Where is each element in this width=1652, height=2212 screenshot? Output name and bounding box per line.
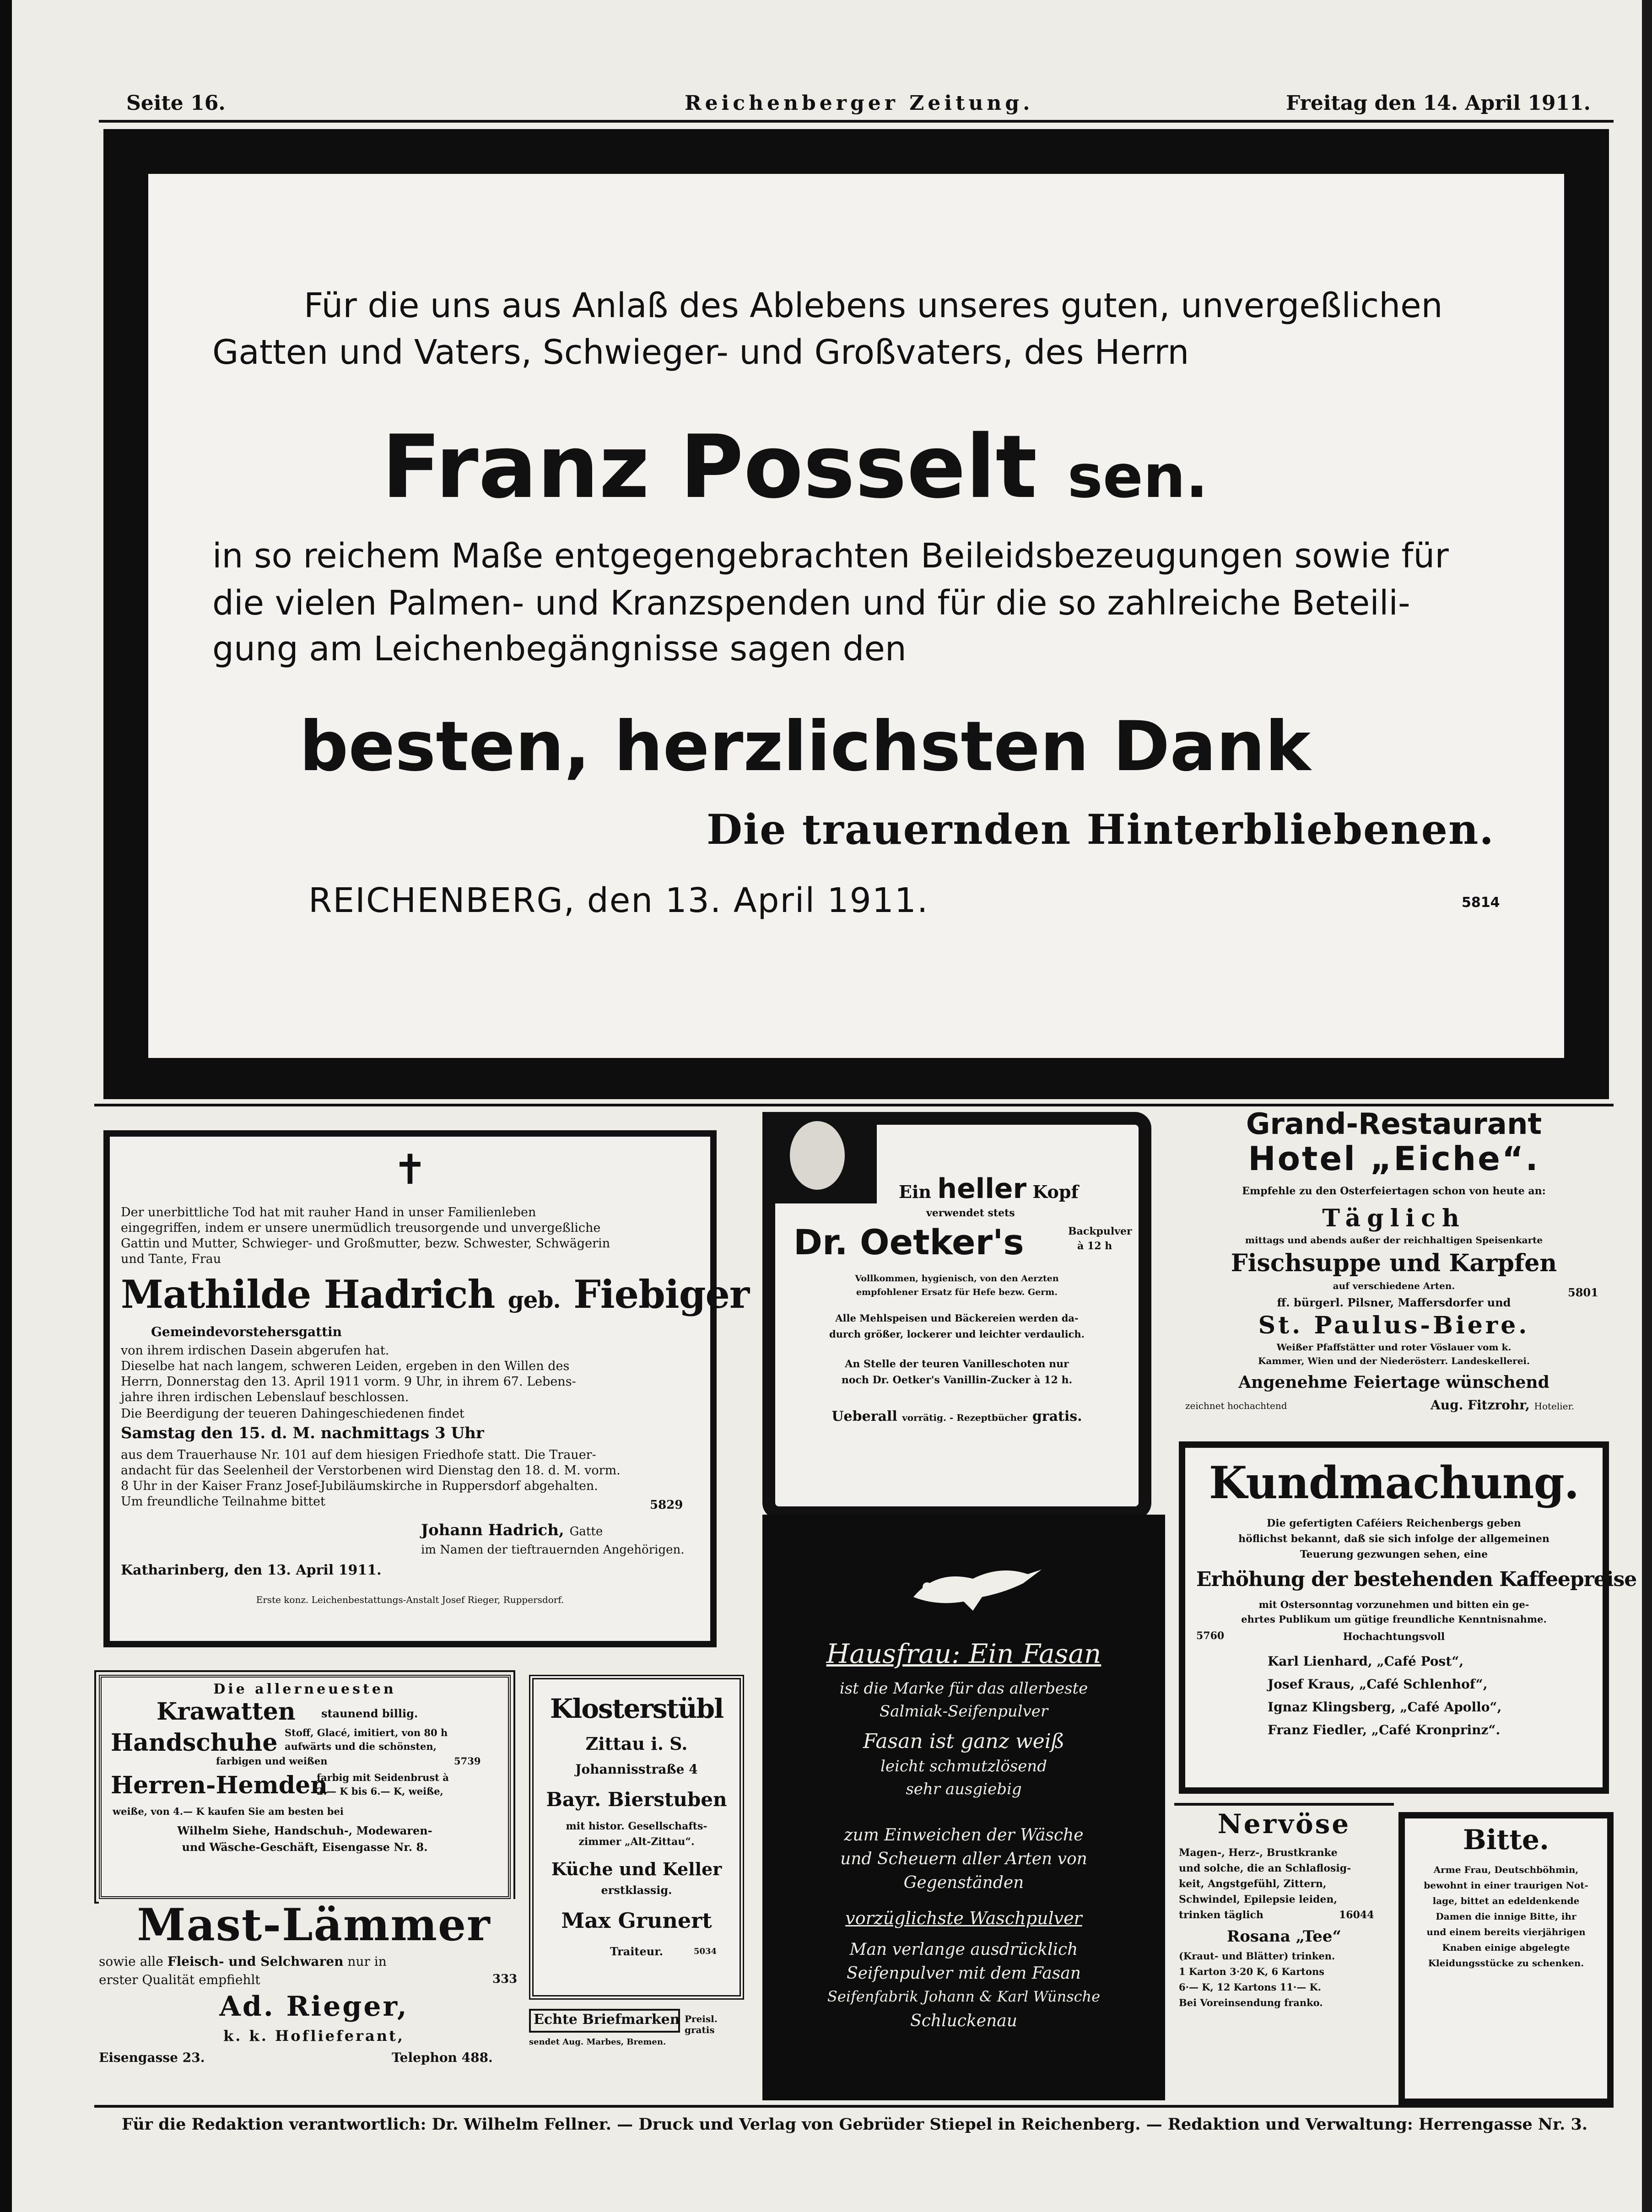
- kloster-owner: Max Grunert: [561, 1908, 712, 1933]
- restaurant-owner-line: [1431, 1397, 1603, 1413]
- cross-icon: ✝: [393, 1146, 427, 1194]
- fasan-line-3: Fasan ist ganz weiß: [863, 1730, 1065, 1753]
- notice-body-3: gung am Leichenbegängnisse sagen den: [212, 629, 907, 669]
- oetker-ein: Ein: [899, 1182, 932, 1202]
- fasan-line-11: Seifenpulver mit dem Fasan: [847, 1964, 1081, 1983]
- restaurant-ad-number: 5801: [1568, 1286, 1598, 1299]
- fasan-line-8: Gegenständen: [903, 1873, 1024, 1892]
- notice-signature: Die trauernden Hinterbliebenen.: [707, 805, 1495, 854]
- kundmachung-line-3: Teuerung gezwungen sehen, eine: [1300, 1548, 1488, 1560]
- kundmachung-line-2: höflichst bekannt, daß sie sich infolge der allgemeinen: [1238, 1533, 1549, 1545]
- hadrich-signer-role: Gatte: [569, 1525, 603, 1538]
- hadrich-text-10: aus dem Trauerhause Nr. 101 auf dem hiesigen Friedhofe statt. Die Trauer-: [121, 1448, 596, 1462]
- bitte-line-5: und einem bereits vierjährigen: [1426, 1926, 1586, 1937]
- bitte-line-4: Damen die innige Bitte, ihr: [1436, 1911, 1576, 1922]
- bitte-line-1: Arme Frau, Deutschböhmin,: [1433, 1864, 1579, 1875]
- briefmarken-advertisement: [529, 2009, 744, 2100]
- nervoese-line-1: Magen-, Herz-, Brustkranke: [1179, 1847, 1338, 1859]
- hadrich-text-7: Herrn, Donnerstag den 13. April 1911 vorm. 9 Uhr, in ihrem 67. Lebens-: [121, 1375, 576, 1389]
- notice-intro-1: Für die uns aus Anlaß des Ablebens unseres guten, unvergeßlichen: [304, 286, 1443, 325]
- kundmachung-line-4: mit Ostersonntag vorzunehmen und bitten ein ge-: [1258, 1599, 1529, 1610]
- deceased-name-suffix: sen.: [1067, 442, 1208, 511]
- krawatten-item-1: Krawatten: [157, 1698, 296, 1726]
- fasan-line-6: zum Einweichen der Wäsche: [844, 1826, 1084, 1845]
- mast-line-1-c: nur in: [347, 1954, 387, 1969]
- hadrich-signer-line: [421, 1521, 699, 1539]
- fasan-line-5: sehr ausgiebig: [906, 1780, 1022, 1798]
- restaurant-title-2: Hotel „Eiche“.: [1248, 1139, 1540, 1178]
- restaurant-owner-role: Hotelier.: [1534, 1401, 1575, 1412]
- footer-rule: [94, 2105, 1614, 2108]
- bitte-advertisement: [1398, 1812, 1614, 2105]
- restaurant-greeting: Angenehme Feiertage wünschend: [1238, 1373, 1549, 1392]
- kloster-kitchen: Küche und Keller: [551, 1859, 722, 1879]
- notice-panel: [148, 174, 1564, 1058]
- nervoese-line-6: (Kraut- und Blätter) trinken.: [1179, 1950, 1335, 1962]
- notice-place-date: REICHENBERG, den 13. April 1911.: [308, 881, 929, 920]
- krawatten-shop-1: Wilhelm Siehe, Handschuh-, Modewaren-: [177, 1824, 432, 1837]
- posselt-mourning-notice: [103, 129, 1609, 1099]
- hadrich-text-4: und Tante, Frau: [121, 1252, 221, 1266]
- restaurant-specialty: Fischsuppe und Karpfen: [1231, 1249, 1557, 1277]
- krawatten-item-2-c: farbigen und weißen: [216, 1755, 328, 1767]
- nervoese-line-2: und solche, die an Schlaflosig-: [1179, 1862, 1351, 1874]
- nervoese-line-3: keit, Angstgefühl, Zittern,: [1179, 1878, 1327, 1890]
- notice-body-1: in so reichem Maße entgegengebrachten Beileidsbezeugungen sowie für: [212, 536, 1449, 576]
- section-rule: [94, 1104, 1614, 1106]
- hadrich-text-2: eingegriffen, indem er unsere unermüdlich treusorgende und unvergeßliche: [121, 1221, 601, 1235]
- hadrich-geb: geb.: [507, 1286, 561, 1313]
- hadrich-text-12: 8 Uhr in der Kaiser Franz Josef-Jubiläumskirche in Ruppersdorf abgehalten.: [121, 1479, 598, 1493]
- bitte-line-2: bewohnt in einer traurigen Not-: [1424, 1880, 1588, 1891]
- notice-thanks: besten, herzlichsten Dank: [299, 707, 1311, 787]
- krawatten-item-3-b: 2.— K bis 6.— K, weiße,: [317, 1786, 443, 1797]
- hadrich-text-11: andacht für das Seelenheil der Verstorbenen wird Dienstag den 18. d. M. vorm.: [121, 1463, 621, 1478]
- mast-ad-number: 333: [492, 1972, 518, 1986]
- hadrich-ad-number: 5829: [650, 1498, 683, 1512]
- mast-line-2: erster Qualität empfiehlt: [99, 1972, 260, 1987]
- klosterstuebl-advertisement: [529, 1675, 744, 2000]
- oetker-footer: [786, 1408, 1128, 1424]
- hotel-eiche-advertisement: [1174, 1107, 1614, 1437]
- fasan-line-1: ist die Marke für das allerbeste: [839, 1679, 1088, 1698]
- bitte-line-6: Knaben einige abgelegte: [1442, 1942, 1570, 1953]
- notice-intro-2: Gatten und Vaters, Schwieger- und Großvaters, des Herrn: [212, 333, 1189, 372]
- oetker-brand: Dr. Oetker's: [794, 1222, 1024, 1262]
- nervoese-line-9: Bei Voreinsendung franko.: [1179, 1997, 1323, 2008]
- oetker-line-2: empfohlener Ersatz für Hefe bezw. Germ.: [856, 1287, 1058, 1297]
- nervoese-product: Rosana „Tee“: [1226, 1927, 1342, 1946]
- oetker-price: à 12 h: [1077, 1240, 1112, 1252]
- hadrich-obituary: [103, 1130, 750, 1647]
- krawatten-ad-number: 5739: [454, 1755, 481, 1767]
- portrait-image: [762, 1112, 877, 1203]
- briefmarken-title: Echte Briefmarken: [534, 2012, 680, 2028]
- restaurant-line-3: auf verschiedene Arten.: [1333, 1280, 1455, 1291]
- restaurant-beer: St. Paulus-Biere.: [1258, 1311, 1530, 1339]
- fasan-line-13: Schluckenau: [910, 2012, 1017, 2030]
- masthead: Reichenberger Zeitung.: [685, 92, 1034, 115]
- kloster-line-2: zimmer „Alt-Zittau“.: [578, 1836, 695, 1848]
- running-head: [126, 92, 1591, 119]
- kloster-owner-role: Traiteur.: [610, 1945, 664, 1958]
- hadrich-maiden-name: Fiebiger: [573, 1272, 750, 1317]
- nervoese-advertisement: [1174, 1803, 1394, 2100]
- nervoese-line-4: [1179, 1894, 1383, 1905]
- mast-owner: Ad. Rieger,: [219, 1991, 409, 2023]
- oetker-footer-2: vorrätig. - Rezeptbücher: [902, 1412, 1028, 1423]
- restaurant-owner: Aug. Fitzrohr,: [1431, 1397, 1530, 1413]
- briefmarken-footer: sendet Aug. Marbes, Bremen.: [529, 2037, 666, 2047]
- nervoese-line-4-b: leiden,: [1299, 1894, 1338, 1905]
- hadrich-text-13: Um freundliche Teilnahme bittet: [121, 1494, 325, 1509]
- oetker-heller: heller: [937, 1173, 1027, 1205]
- mast-owner-role: k. k. Hoflieferant,: [223, 2027, 405, 2045]
- fasan-headline: Hausfrau: Ein Fasan: [826, 1638, 1101, 1669]
- nervoese-line-8: 6·— K, 12 Kartons 11·— K.: [1179, 1981, 1322, 1993]
- oetker-line-3: Alle Mehlspeisen und Bäckereien werden da-: [835, 1312, 1079, 1324]
- kloster-street: Johannisstraße 4: [575, 1762, 698, 1777]
- oetker-headline: [899, 1173, 1128, 1205]
- hadrich-printer: Erste konz. Leichenbestattungs-Anstalt Josef Rieger, Ruppersdorf.: [256, 1594, 564, 1605]
- hadrich-name-line: [121, 1272, 750, 1317]
- bitte-line-7: Kleidungsstücke zu schenken.: [1428, 1958, 1584, 1969]
- kundmachung-line-6: Hochachtungsvoll: [1343, 1631, 1445, 1643]
- header-rule: [99, 120, 1614, 123]
- kundmachung-sig-2: Josef Kraus, „Café Schlenhof“,: [1268, 1677, 1488, 1692]
- hadrich-text-6: Dieselbe hat nach langem, schweren Leiden, ergeben in den Willen des: [121, 1359, 570, 1373]
- mast-line-1-b: Fleisch- und Selchwaren: [167, 1954, 344, 1969]
- deceased-name-text: Franz Posselt: [382, 416, 1037, 518]
- hadrich-title: Gemeindevorstehersgattin: [151, 1324, 342, 1339]
- kundmachung-sig-4: Franz Fiedler, „Café Kronprinz“.: [1268, 1722, 1501, 1737]
- briefmarken-side: Preisl. gratis: [685, 2013, 718, 2035]
- krawatten-item-2-b: aufwärts und die schönsten,: [285, 1741, 437, 1752]
- restaurant-daily: Täglich: [1322, 1204, 1466, 1232]
- mast-line-1-a: sowie alle: [99, 1954, 163, 1969]
- oetker-product: Backpulver: [1068, 1225, 1132, 1237]
- fasan-advertisement: [762, 1515, 1165, 2100]
- notice-ad-number: 5814: [1462, 895, 1500, 911]
- krawatten-head: Die allerneuesten: [213, 1681, 396, 1697]
- oetker-advertisement: [762, 1112, 1151, 1519]
- restaurant-line-5: Weißer Pfaffstätter und roter Vöslauer vom k.: [1276, 1342, 1512, 1353]
- kloster-title: Klosterstübl: [550, 1693, 723, 1724]
- krawatten-item-2-a: Stoff, Glacé, imitiert, von 80 h: [285, 1727, 448, 1738]
- oetker-verwendet: verwendet stets: [926, 1207, 1015, 1219]
- kundmachung-sig-1: Karl Lienhard, „Café Post“,: [1268, 1654, 1464, 1669]
- hadrich-place-date: Katharinberg, den 13. April 1911.: [121, 1562, 382, 1578]
- kundmachung-sig-3: Ignaz Klingsberg, „Café Apollo“,: [1268, 1699, 1502, 1715]
- oetker-line-1: Vollkommen, hygienisch, von den Aerzten: [855, 1273, 1059, 1284]
- nervoese-line-7: 1 Karton 3·20 K, 6 Kartons: [1179, 1966, 1325, 1977]
- krawatten-item-3-c: weiße, von 4.— K kaufen Sie am besten bei: [113, 1806, 344, 1817]
- mast-line-1: [99, 1954, 518, 1969]
- kundmachung-ad-number: 5760: [1196, 1630, 1225, 1642]
- kundmachung-line-1: Die gefertigten Caféiers Reichenbergs geben: [1267, 1517, 1521, 1529]
- fasan-line-4: leicht schmutzlösend: [880, 1757, 1047, 1775]
- notice-body-2: die vielen Palmen- und Kranzspenden und für die so zahlreiche Beteili-: [212, 583, 1410, 623]
- oetker-line-4: durch größer, lockerer und leichter verdaulich.: [829, 1328, 1085, 1340]
- hadrich-signer-note: im Namen der tieftrauernden Angehörigen.: [421, 1543, 685, 1557]
- portrait-face: [790, 1121, 845, 1190]
- mast-title: Mast-Lämmer: [137, 1899, 491, 1951]
- bitte-title: Bitte.: [1463, 1824, 1549, 1856]
- hadrich-text-9: Die Beerdigung der teueren Dahingeschiedenen findet: [121, 1407, 464, 1421]
- deceased-name: [382, 416, 1564, 518]
- krawatten-advertisement: [99, 1675, 511, 1899]
- krawatten-item-1-note: staunend billig.: [321, 1707, 418, 1720]
- hadrich-funeral-date: Samstag den 15. d. M. nachmittags 3 Uhr: [121, 1424, 484, 1442]
- fasan-line-2: Salmiak-Seifenpulver: [879, 1702, 1048, 1721]
- pheasant-icon: [909, 1551, 1046, 1620]
- krawatten-item-3: Herren-Hemden: [111, 1771, 328, 1799]
- mastlaemmer-advertisement: [99, 1899, 529, 2100]
- kloster-specialty: Bayr. Bierstuben: [546, 1788, 727, 1811]
- kloster-place: Zittau i. S.: [585, 1733, 688, 1754]
- nervoese-line-5: trinken täglich: [1179, 1909, 1263, 1921]
- krawatten-item-2: Handschuhe: [111, 1729, 278, 1757]
- nervoese-line-4-a: Schwindel, Epilepsie: [1179, 1894, 1296, 1905]
- imprint-footer: Für die Redaktion verantwortlich: Dr. Wilhelm Fellner. — Druck und Verlag von Gebrüder Stiepel in Reichenberg. — Redaktion und Verwaltung: Herrengasse Nr. 3.: [122, 2115, 1588, 2134]
- hadrich-signer: Johann Hadrich,: [421, 1521, 564, 1539]
- nervoese-top-rule: [1174, 1803, 1394, 1806]
- kloster-kitchen-2: erstklassig.: [601, 1883, 672, 1897]
- nervoese-title: Nervöse: [1217, 1808, 1351, 1840]
- kloster-line-1: mit histor. Gesellschafts-: [566, 1820, 707, 1832]
- kloster-ad-number: 5034: [694, 1947, 717, 1956]
- restaurant-line-2: mittags und abends außer der reichhaltigen Speisenkarte: [1245, 1235, 1543, 1246]
- oetker-kopf: Kopf: [1032, 1182, 1079, 1202]
- krawatten-shop-2: und Wäsche-Geschäft, Eisengasse Nr. 8.: [182, 1840, 428, 1854]
- fasan-line-10: Man verlange ausdrücklich: [849, 1940, 1078, 1959]
- hadrich-text-8: jahre ihren irdischen Lebenslauf beschlossen.: [121, 1390, 409, 1404]
- kundmachung-title: Kundmachung.: [1209, 1457, 1579, 1509]
- bitte-line-3: lage, bittet an edeldenkende: [1432, 1895, 1580, 1906]
- restaurant-line-1: Empfehle zu den Osterfeiertagen schon von heute an:: [1242, 1185, 1546, 1197]
- issue-date: Freitag den 14. April 1911.: [1286, 92, 1591, 115]
- fasan-line-9: vorzüglichste Waschpulver: [845, 1908, 1082, 1928]
- restaurant-line-6: Kammer, Wien und der Niederösterr. Landeskellerei.: [1258, 1355, 1530, 1366]
- mast-address: Eisengasse 23.: [99, 2050, 205, 2065]
- hadrich-name: Mathilde Hadrich: [121, 1272, 495, 1317]
- page-number: Seite 16.: [126, 92, 226, 115]
- fasan-line-7: und Scheuern aller Arten von: [840, 1850, 1087, 1868]
- mast-phone: Telephon 488.: [392, 2050, 493, 2065]
- kundmachung-notice: [1179, 1441, 1637, 1794]
- kundmachung-line-5: ehrtes Publikum um gütige freundliche Kenntnisnahme.: [1241, 1613, 1547, 1625]
- oetker-line-6: noch Dr. Oetker's Vanillin-Zucker à 12 h.: [841, 1374, 1073, 1386]
- oetker-line-5: An Stelle der teuren Vanilleschoten nur: [845, 1358, 1069, 1370]
- hadrich-text-5: von ihrem irdischen Dasein abgerufen hat.: [121, 1343, 389, 1358]
- nervoese-ad-number: 16044: [1339, 1909, 1374, 1921]
- hadrich-text-1: Der unerbittliche Tod hat mit rauher Hand in unser Familienleben: [121, 1205, 536, 1219]
- hadrich-text-3: Gattin und Mutter, Schwieger- und Großmutter, bezw. Schwester, Schwägerin: [121, 1236, 610, 1251]
- restaurant-title-1: Grand-Restaurant: [1246, 1107, 1542, 1141]
- restaurant-line-4: ff. bürgerl. Pilsner, Maffersdorfer und: [1277, 1296, 1511, 1309]
- fasan-line-12: Seifenfabrik Johann & Karl Wünsche: [827, 1988, 1101, 2005]
- restaurant-line-7: zeichnet hochachtend: [1185, 1400, 1287, 1411]
- oetker-ueberall: Ueberall: [831, 1408, 897, 1424]
- kundmachung-headline: Erhöhung der bestehenden Kaffeepreise: [1196, 1568, 1637, 1591]
- oetker-gratis: gratis.: [1032, 1408, 1082, 1424]
- krawatten-item-3-a: farbig mit Seidenbrust à: [317, 1772, 449, 1783]
